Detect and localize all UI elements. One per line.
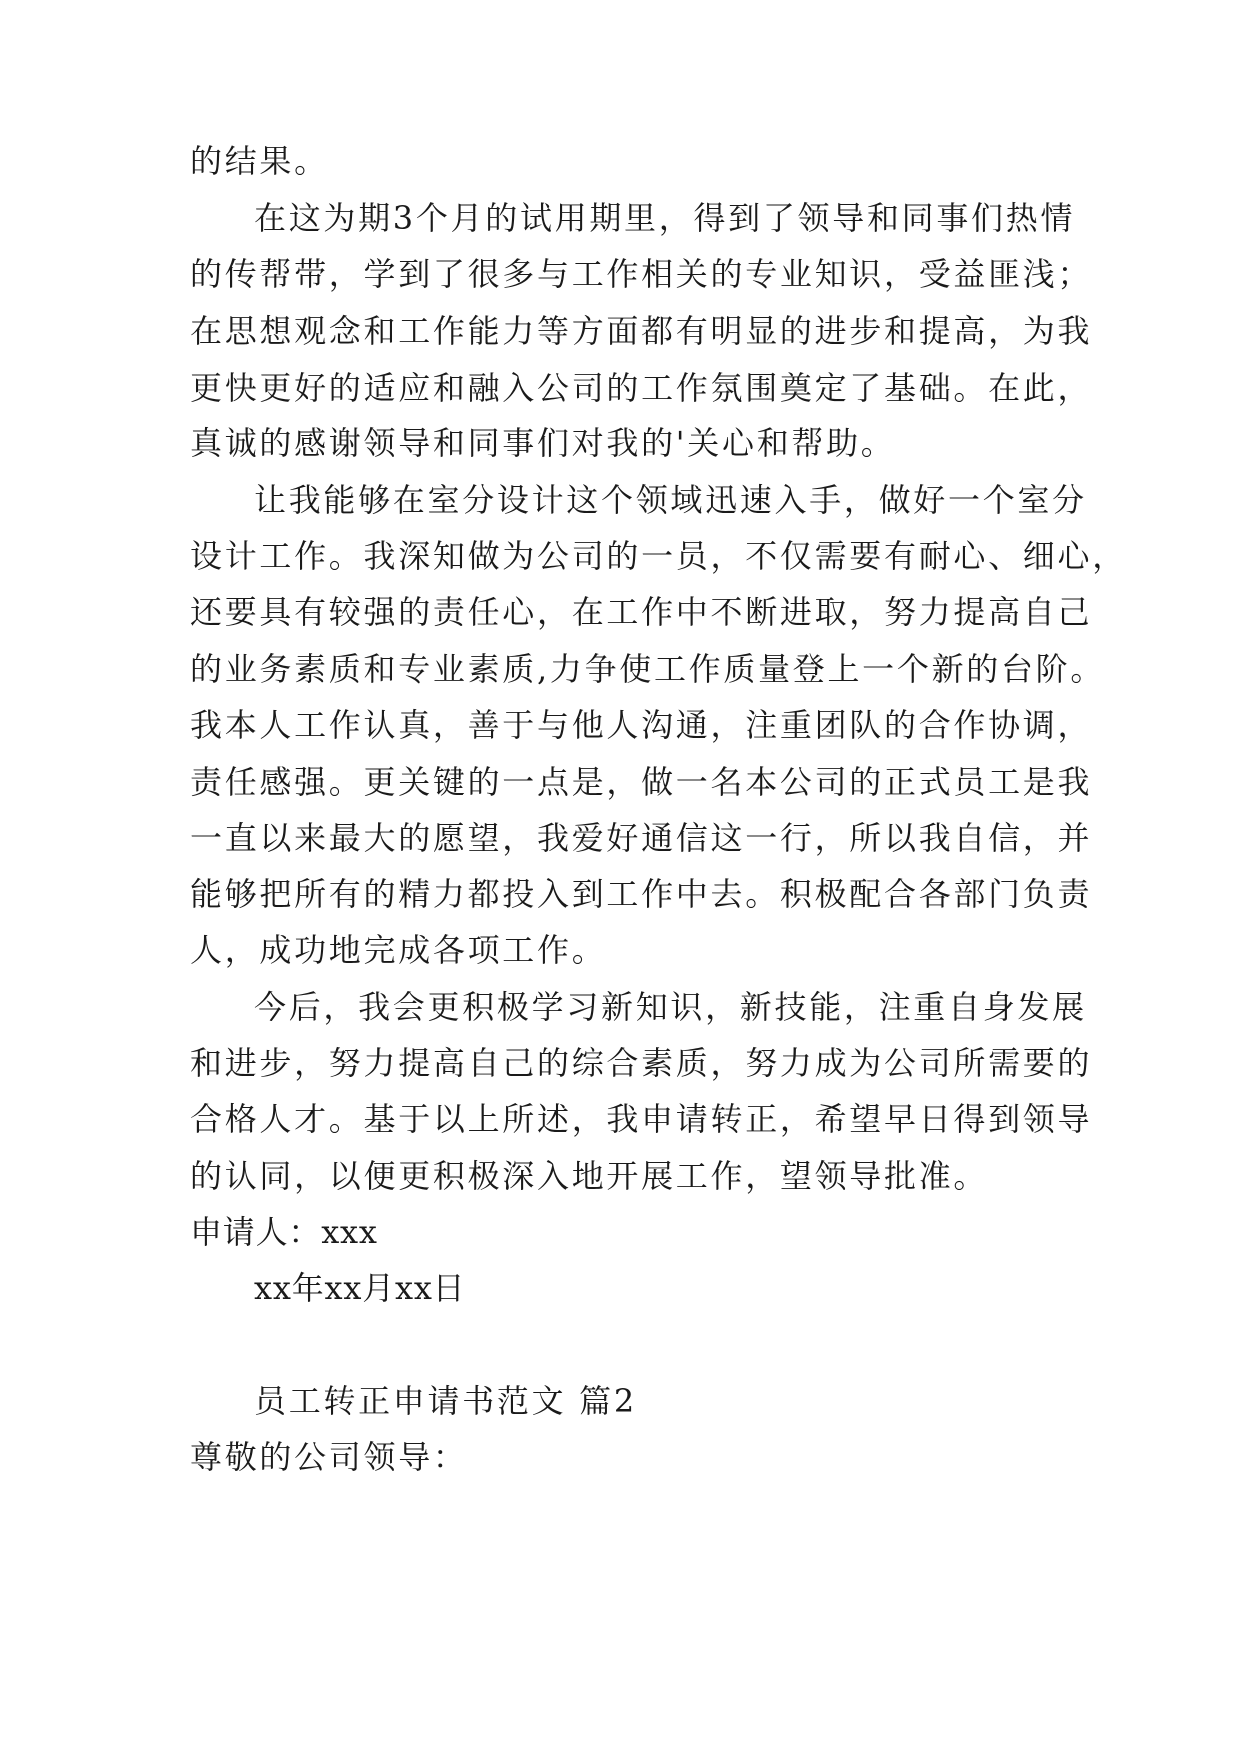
paragraph-line: 真诚的感谢领导和同事们对我的'关心和帮助。 bbox=[190, 424, 896, 462]
paragraph-line: 的传帮带，学到了很多与工作相关的专业知识，受益匪浅； bbox=[190, 255, 1093, 293]
paragraph-line: 能够把所有的精力都投入到工作中去。积极配合各部门负责 bbox=[190, 875, 1093, 913]
paragraph-line: 合格人才。基于以上所述，我申请转正，希望早日得到领导 bbox=[190, 1100, 1093, 1138]
paragraph-line: 更快更好的适应和融入公司的工作氛围奠定了基础。在此， bbox=[190, 369, 1093, 407]
paragraph-line: 让我能够在室分设计这个领域迅速入手，做好一个室分 bbox=[254, 481, 1087, 519]
paragraph-line: 设计工作。我深知做为公司的一员，不仅需要有耐心、细心， bbox=[190, 537, 1127, 575]
date-line: xx年xx月xx日 bbox=[254, 1269, 466, 1307]
paragraph-line: 的认同，以便更积极深入地开展工作，望领导批准。 bbox=[190, 1157, 989, 1195]
paragraph-line: 一直以来最大的愿望，我爱好通信这一行，所以我自信，并 bbox=[190, 819, 1093, 857]
paragraph-line: 我本人工作认真，善于与他人沟通，注重团队的合作协调， bbox=[190, 706, 1093, 744]
paragraph-line: 今后，我会更积极学习新知识，新技能，注重自身发展 bbox=[254, 988, 1087, 1026]
paragraph-line: 在思想观念和工作能力等方面都有明显的进步和提高，为我 bbox=[190, 312, 1093, 350]
paragraph-line: 的结果。 bbox=[190, 142, 329, 180]
paragraph-line: 在这为期3个月的试用期里，得到了领导和同事们热情 bbox=[254, 199, 1076, 237]
applicant-line: 申请人：xxx bbox=[190, 1213, 378, 1251]
section-heading: 员工转正申请书范文 篇2 bbox=[254, 1382, 637, 1420]
salutation-line: 尊敬的公司领导： bbox=[190, 1438, 468, 1476]
paragraph-line: 还要具有较强的责任心，在工作中不断进取，努力提高自己 bbox=[190, 593, 1093, 631]
paragraph-line: 和进步，努力提高自己的综合素质，努力成为公司所需要的 bbox=[190, 1044, 1093, 1082]
paragraph-line: 责任感强。更关键的一点是，做一名本公司的正式员工是我 bbox=[190, 763, 1093, 801]
paragraph-line: 的业务素质和专业素质,力争使工作质量登上一个新的台阶。 bbox=[190, 650, 1106, 688]
paragraph-line: 人，成功地完成各项工作。 bbox=[190, 931, 607, 969]
